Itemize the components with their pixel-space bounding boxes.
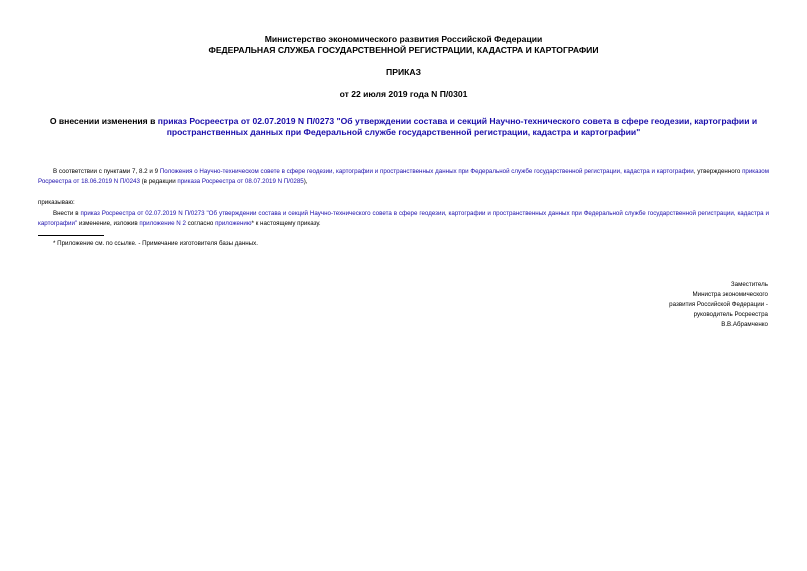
service-heading: ФЕДЕРАЛЬНАЯ СЛУЖБА ГОСУДАРСТВЕННОЙ РЕГИСТРАЦИИ, КАДАСТРА И КАРТОГРАФИИ [208,45,599,55]
document-title [38,116,769,138]
doc-type-heading: ПРИКАЗ [386,67,421,77]
para1-text-4: ), [303,178,308,185]
signature-line-3: развития Российской Федерации - [669,301,768,308]
appendix-2-link[interactable]: приложение N 2 [139,220,186,227]
orders-label: приказываю: [38,199,75,206]
para1-text-1: В соответствии с пунктами 7, 8.2 и 9 [53,168,160,175]
regulation-link[interactable]: Положения о Научно-техническом совете в сфере геодезии, картографии и пространственных данных при Федеральной службе государственной регистрации, кадастра и картографии [159,168,694,175]
paragraph-basis [38,167,769,187]
paragraph-order [38,209,769,229]
para2-text-4: * к настоящему приказу. [251,220,321,227]
doc-date: от 22 июля 2019 года N П/0301 [339,89,468,99]
order-0285-link[interactable]: приказа Росреестра от 08.07.2019 N П/0285 [177,178,304,185]
order-0273-link[interactable]: приказ Росреестра от 02.07.2019 N П/0273 "Об утверждении состава и секций Научно-технического совета в сфере геодезии, картографии и пространственных данных при Федеральной службе государственной регистрации, кадастра и картографии" [38,210,769,227]
footnote: * Приложение см. по ссылке. - Примечание изготовителя базы данных. [53,240,258,247]
title-order-link[interactable]: приказ Росреестра от 02.07.2019 N П/0273 "Об утверждении состава и секций Научно-технического совета в сфере геодезии, картографии и пространственных данных при Федеральной службе государственной регистрации, кадастра и картографии" [157,116,758,137]
para1-text-2: , утвержденного [693,168,743,175]
ministry-heading: Министерство экономического развития Российской Федерации [264,34,543,44]
para2-text-3: согласно [185,220,216,227]
para2-text-1: Внести в [53,210,81,217]
para2-text-2: изменение, изложив [77,220,140,227]
para1-text-3: (в редакции [139,178,178,185]
footnote-divider [38,235,104,236]
signature-line-1: Заместитель [730,281,768,288]
signature-line-2: Министра экономического [692,291,768,298]
appendix-link[interactable]: приложению [215,220,252,227]
signature-line-4: руководитель Росреестра [693,311,768,318]
order-0243-link[interactable]: приказом Росреестра от 18.06.2019 N П/0243 [38,168,769,185]
signature-name: В.В.Абрамченко [721,321,768,328]
title-prefix: О внесении изменения в [49,116,158,126]
